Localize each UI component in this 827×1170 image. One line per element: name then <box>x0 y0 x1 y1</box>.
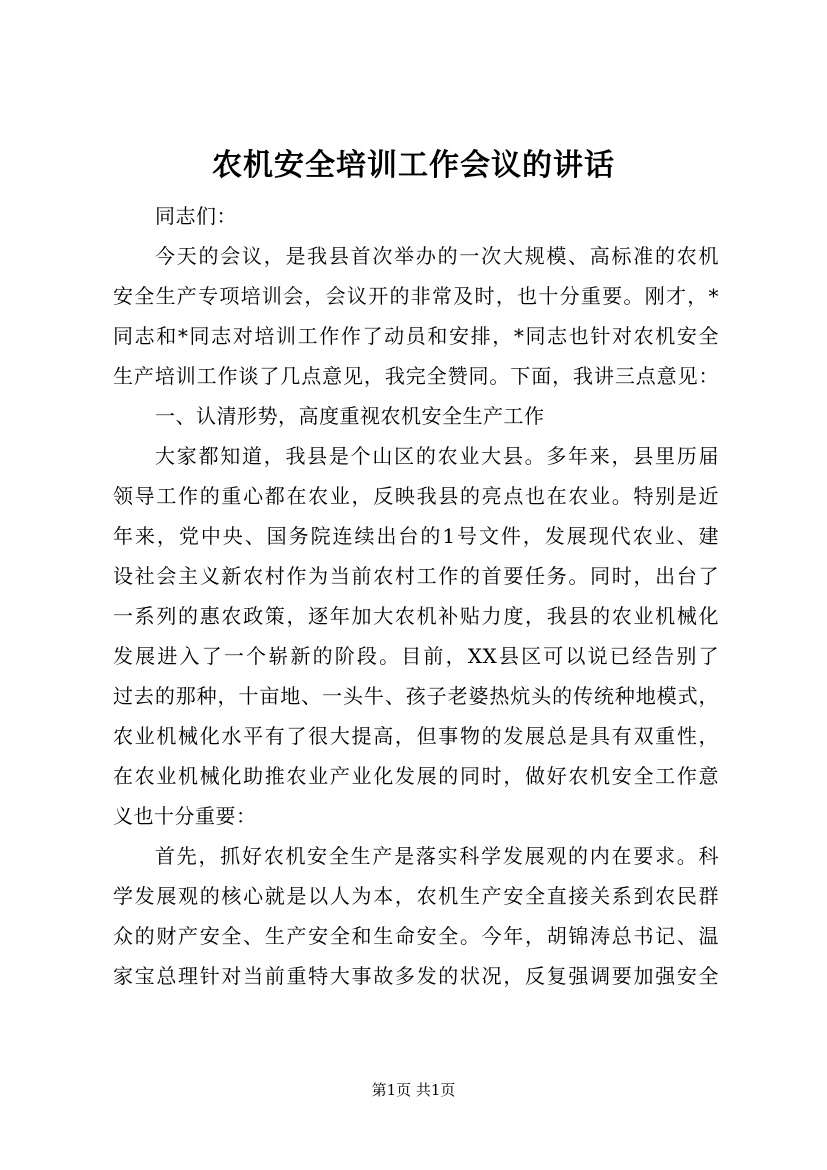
body-line: 在农业机械化助推农业产业化发展的同时，做好农机安全工作意 <box>113 764 719 788</box>
body-line: 年来，党中央、国务院连续出台的1号文件，发展现代农业、建 <box>113 524 719 548</box>
body-line: 家宝总理针对当前重特大事故多发的状况，反复强调要加强安全 <box>113 964 719 988</box>
page-footer: 第1页 共1页 <box>371 1081 456 1099</box>
document-body <box>113 196 719 996</box>
body-line: 同志们： <box>155 204 237 228</box>
body-line: 农业机械化水平有了很大提高，但事物的发展总是具有双重性， <box>113 724 719 748</box>
body-line: 众的财产安全、生产安全和生命安全。今年，胡锦涛总书记、温 <box>113 924 719 948</box>
body-line: 过去的那种，十亩地、一头牛、孩子老婆热炕头的传统种地模式， <box>113 684 719 708</box>
body-line: 大家都知道，我县是个山区的农业大县。多年来，县里历届 <box>155 444 719 468</box>
document-title: 农机安全培训工作会议的讲话 <box>212 148 615 183</box>
body-line: 今天的会议，是我县首次举办的一次大规模、高标准的农机 <box>155 244 719 268</box>
body-line: 一系列的惠农政策，逐年加大农机补贴力度，我县的农业机械化 <box>113 604 719 628</box>
body-line: 领导工作的重心都在农业，反映我县的亮点也在农业。特别是近 <box>113 484 719 508</box>
body-line: 安全生产专项培训会，会议开的非常及时，也十分重要。刚才，* <box>113 284 719 308</box>
body-line: 义也十分重要： <box>113 804 257 828</box>
body-line: 发展进入了一个崭新的阶段。目前，XX县区可以说已经告别了 <box>113 644 719 668</box>
body-line: 一、认清形势，高度重视农机安全生产工作 <box>155 404 545 428</box>
body-line: 生产培训工作谈了几点意见，我完全赞同。下面，我讲三点意见： <box>113 364 719 388</box>
body-line: 首先，抓好农机安全生产是落实科学发展观的内在要求。科 <box>155 844 719 868</box>
body-line: 同志和*同志对培训工作作了动员和安排，*同志也针对农机安全 <box>113 324 719 348</box>
body-line: 设社会主义新农村作为当前农村工作的首要任务。同时，出台了 <box>113 564 719 588</box>
body-line: 学发展观的核心就是以人为本，农机生产安全直接关系到农民群 <box>113 884 719 908</box>
